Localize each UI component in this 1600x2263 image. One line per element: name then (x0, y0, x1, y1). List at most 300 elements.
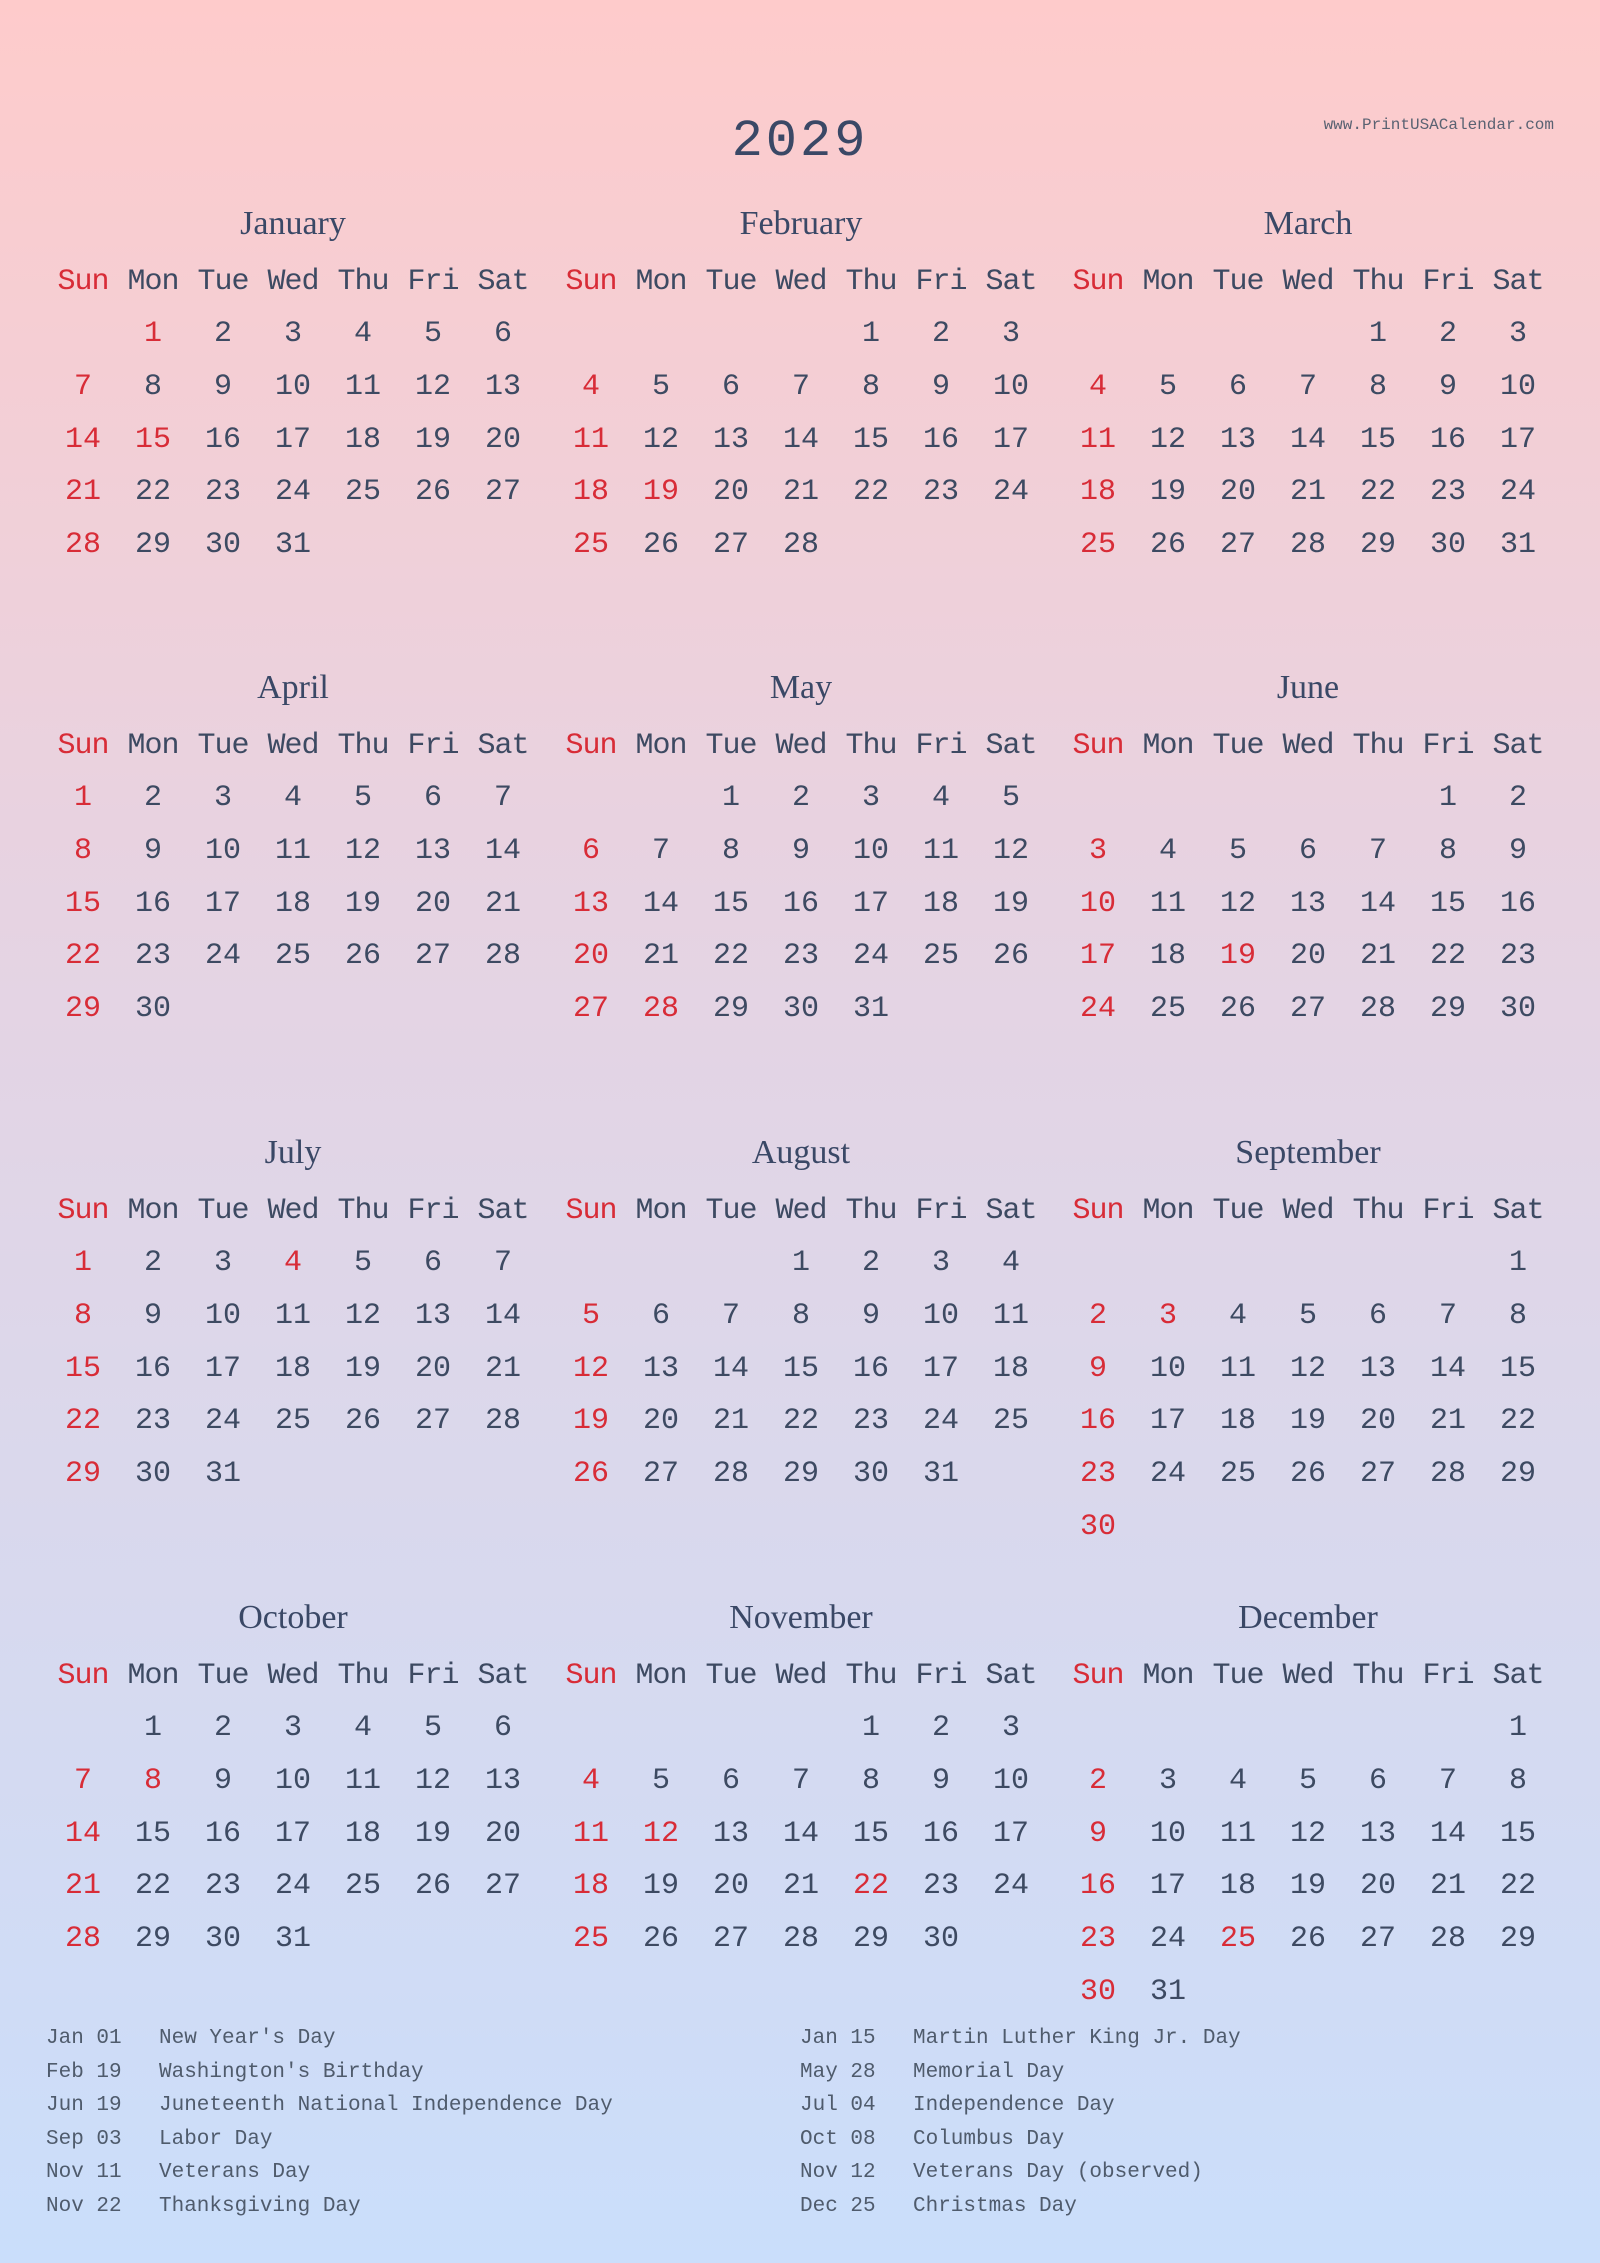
day-cell: 23 (922, 1869, 959, 1904)
day-cell: 22 (1359, 475, 1396, 510)
day-cell: 13 (1359, 1351, 1396, 1386)
weekday-header-mon: Mon (635, 265, 687, 299)
month-name: July (264, 1134, 322, 1171)
day-cell: 22 (1429, 939, 1466, 974)
holiday-date: Feb 19 (46, 2060, 122, 2084)
day-cell: 28 (1429, 1457, 1466, 1492)
day-cell: 19 (1289, 1869, 1326, 1904)
weekday-header-fri: Fri (915, 729, 967, 763)
weekday-header-sat: Sat (477, 1194, 529, 1228)
day-cell: 14 (484, 833, 521, 868)
day-cell: 29 (1359, 528, 1396, 563)
day-cell: 6 (721, 369, 740, 404)
weekday-header-tue: Tue (705, 1194, 757, 1228)
empty-cell (1273, 772, 1343, 825)
day-cell: 13 (1219, 422, 1256, 457)
holiday-entry (46, 2056, 613, 2090)
empty-cell (696, 1237, 766, 1290)
day-cell: 6 (423, 1246, 442, 1280)
weekday-header-wed: Wed (267, 1194, 319, 1228)
day-cell: 18 (572, 475, 609, 510)
day-cell: 29 (1499, 1457, 1536, 1492)
day-cell: 20 (1289, 939, 1326, 974)
day-cell: 5 (1298, 1763, 1317, 1798)
day-cell: 23 (1079, 1922, 1116, 1957)
day-cell: 5 (1001, 781, 1020, 815)
day-cell: 18 (1219, 1869, 1256, 1904)
day-cell: 16 (204, 1816, 241, 1851)
weekday-header-sat: Sat (985, 1659, 1037, 1693)
day-grid (48, 720, 538, 1036)
day-cell: 21 (642, 939, 679, 974)
day-cell: 30 (782, 992, 819, 1027)
day-cell: 20 (484, 422, 521, 457)
day-cell: 6 (581, 833, 600, 868)
day-cell: 2 (1438, 317, 1457, 351)
day-cell: 24 (992, 475, 1029, 510)
weekday-header-sun: Sun (57, 265, 109, 299)
day-cell: 26 (1289, 1457, 1326, 1492)
weekday-header-sun: Sun (57, 1194, 109, 1228)
day-cell: 27 (414, 939, 451, 974)
day-cell: 14 (64, 422, 101, 457)
holiday-name: Veterans Day (observed) (913, 2161, 1203, 2184)
empty-cell (1063, 1702, 1133, 1755)
weekday-header-fri: Fri (407, 265, 459, 299)
day-cell: 11 (1149, 886, 1186, 921)
day-cell: 7 (721, 1298, 740, 1333)
empty-cell (1203, 308, 1273, 361)
day-cell: 7 (1438, 1298, 1457, 1333)
day-cell: 17 (204, 1351, 241, 1386)
day-cell: 20 (1359, 1869, 1396, 1904)
day-cell: 19 (642, 1869, 679, 1904)
day-cell: 11 (572, 422, 609, 457)
empty-cell (696, 308, 766, 361)
month-name: October (238, 1599, 348, 1636)
day-cell: 6 (493, 317, 512, 351)
day-cell: 18 (922, 886, 959, 921)
day-cell: 6 (651, 1298, 670, 1333)
day-cell: 30 (1499, 992, 1536, 1027)
day-cell: 28 (1429, 1922, 1466, 1957)
day-cell: 7 (651, 833, 670, 868)
day-cell: 11 (1079, 422, 1116, 457)
day-cell: 23 (782, 939, 819, 974)
weekday-header-sun: Sun (1072, 1194, 1124, 1228)
day-cell: 28 (64, 528, 101, 563)
holiday-date: Nov 11 (46, 2161, 122, 2184)
day-cell: 4 (1001, 1246, 1020, 1280)
empty-cell (556, 1702, 626, 1755)
empty-cell (556, 1237, 626, 1290)
day-cell: 1 (1508, 1711, 1527, 1745)
day-cell: 24 (274, 475, 311, 510)
day-cell: 15 (1359, 422, 1396, 457)
day-cell: 1 (791, 1246, 810, 1280)
day-cell: 23 (852, 1404, 889, 1439)
day-cell: 20 (712, 1869, 749, 1904)
day-cell: 22 (64, 1404, 101, 1439)
day-cell: 31 (204, 1457, 241, 1492)
day-cell: 3 (213, 781, 232, 815)
weekday-header-fri: Fri (1422, 729, 1474, 763)
day-cell: 2 (791, 781, 810, 815)
day-cell: 24 (992, 1869, 1029, 1904)
empty-cell (1063, 308, 1133, 361)
day-cell: 10 (1079, 886, 1116, 921)
day-cell: 29 (1429, 992, 1466, 1027)
day-cell: 28 (1359, 992, 1396, 1027)
weekday-header-wed: Wed (775, 729, 827, 763)
day-cell: 17 (204, 886, 241, 921)
year-title: 2029 (731, 112, 869, 171)
day-cell: 7 (791, 1763, 810, 1798)
day-cell: 27 (1219, 528, 1256, 563)
day-cell: 3 (1508, 317, 1527, 351)
empty-cell (1133, 308, 1203, 361)
day-cell: 24 (1149, 1922, 1186, 1957)
day-cell: 7 (1368, 833, 1387, 868)
day-cell: 18 (1149, 939, 1186, 974)
day-cell: 14 (642, 886, 679, 921)
day-cell: 11 (572, 1816, 609, 1851)
day-cell: 28 (782, 528, 819, 563)
holiday-day-cell: 19 (642, 475, 679, 510)
day-cell: 21 (782, 1869, 819, 1904)
day-cell: 27 (484, 1869, 521, 1904)
day-cell: 2 (143, 1246, 162, 1280)
month-name: November (729, 1599, 873, 1636)
day-cell: 9 (861, 1298, 880, 1333)
day-cell: 13 (1289, 886, 1326, 921)
day-cell: 21 (484, 886, 521, 921)
weekday-header-mon: Mon (635, 729, 687, 763)
day-cell: 1 (1438, 781, 1457, 815)
day-cell: 2 (143, 781, 162, 815)
day-cell: 17 (1079, 939, 1116, 974)
day-cell: 9 (791, 833, 810, 868)
day-cell: 9 (931, 1763, 950, 1798)
day-cell: 15 (852, 422, 889, 457)
day-cell: 15 (1429, 886, 1466, 921)
weekday-header-thu: Thu (845, 265, 897, 299)
empty-cell (1413, 1237, 1483, 1290)
holiday-name: Memorial Day (913, 2060, 1065, 2084)
day-cell: 11 (1219, 1351, 1256, 1386)
day-cell: 18 (572, 1869, 609, 1904)
empty-cell (1203, 1237, 1273, 1290)
holiday-day-cell: 1 (143, 317, 162, 351)
day-cell: 10 (992, 1763, 1029, 1798)
holiday-name: Martin Luther King Jr. Day (913, 2027, 1241, 2050)
day-cell: 26 (344, 1404, 381, 1439)
day-cell: 22 (712, 939, 749, 974)
weekday-header-wed: Wed (775, 265, 827, 299)
day-cell: 26 (414, 475, 451, 510)
day-cell: 12 (344, 1298, 381, 1333)
day-grid (556, 256, 1046, 572)
day-cell: 27 (1359, 1457, 1396, 1492)
day-cell: 4 (353, 317, 372, 351)
day-grid (48, 256, 538, 572)
day-cell: 25 (922, 939, 959, 974)
holiday-day-cell: 8 (143, 1763, 162, 1798)
day-cell: 26 (642, 1922, 679, 1957)
day-cell: 21 (712, 1404, 749, 1439)
day-cell: 12 (992, 833, 1029, 868)
day-cell: 19 (1289, 1404, 1326, 1439)
day-cell: 26 (414, 1869, 451, 1904)
day-cell: 16 (1079, 1869, 1116, 1904)
holiday-date: Jul 04 (800, 2094, 876, 2117)
holiday-date: Nov 12 (800, 2161, 876, 2184)
holiday-name: Independence Day (913, 2094, 1115, 2117)
day-cell: 13 (1359, 1816, 1396, 1851)
weekday-header-sat: Sat (477, 1659, 529, 1693)
day-cell: 11 (274, 833, 311, 868)
day-cell: 14 (782, 1816, 819, 1851)
day-cell: 31 (274, 528, 311, 563)
day-cell: 12 (1289, 1816, 1326, 1851)
weekday-header-sun: Sun (1072, 729, 1124, 763)
day-cell: 4 (1158, 833, 1177, 868)
day-cell: 10 (1149, 1816, 1186, 1851)
month-name: August (751, 1134, 851, 1171)
holiday-day-cell: 25 (1219, 1922, 1256, 1957)
day-cell: 5 (651, 369, 670, 404)
weekday-header-wed: Wed (1282, 1659, 1334, 1693)
empty-cell (696, 1702, 766, 1755)
day-cell: 11 (992, 1298, 1029, 1333)
month-april (48, 662, 538, 1036)
month-june (1063, 662, 1553, 1036)
day-cell: 19 (1149, 475, 1186, 510)
holiday-date: May 28 (800, 2060, 876, 2084)
day-cell: 10 (1149, 1351, 1186, 1386)
day-cell: 9 (213, 1763, 232, 1798)
holiday-list-right (800, 2022, 1241, 2223)
holiday-entry (46, 2123, 613, 2157)
day-cell: 15 (782, 1351, 819, 1386)
day-cell: 24 (1499, 475, 1536, 510)
day-cell: 1 (861, 317, 880, 351)
weekday-header-tue: Tue (705, 729, 757, 763)
day-cell: 6 (423, 781, 442, 815)
day-grid (556, 720, 1046, 1036)
day-cell: 21 (64, 1869, 101, 1904)
day-cell: 14 (484, 1298, 521, 1333)
weekday-header-fri: Fri (1422, 1659, 1474, 1693)
day-cell: 6 (1368, 1298, 1387, 1333)
month-name: May (769, 669, 833, 706)
day-cell: 24 (1079, 992, 1116, 1027)
day-cell: 25 (572, 528, 609, 563)
day-grid (1063, 256, 1553, 572)
day-cell: 13 (712, 1816, 749, 1851)
weekday-header-mon: Mon (635, 1194, 687, 1228)
weekday-header-wed: Wed (267, 265, 319, 299)
day-cell: 23 (922, 475, 959, 510)
weekday-header-thu: Thu (845, 1659, 897, 1693)
month-name: April (257, 669, 329, 706)
day-cell: 17 (992, 1816, 1029, 1851)
day-cell: 29 (852, 1922, 889, 1957)
weekday-header-fri: Fri (915, 1194, 967, 1228)
day-cell: 12 (1219, 886, 1256, 921)
day-cell: 31 (1499, 528, 1536, 563)
weekday-header-fri: Fri (1422, 1194, 1474, 1228)
day-cell: 21 (782, 475, 819, 510)
empty-cell (1413, 1702, 1483, 1755)
day-cell: 13 (484, 1763, 521, 1798)
website-label: www.PrintUSACalendar.com (1323, 116, 1554, 134)
weekday-header-fri: Fri (915, 265, 967, 299)
day-cell: 5 (651, 1763, 670, 1798)
day-cell: 27 (642, 1457, 679, 1492)
day-cell: 3 (283, 317, 302, 351)
day-cell: 24 (204, 1404, 241, 1439)
day-cell: 18 (1219, 1404, 1256, 1439)
empty-cell (1133, 1702, 1203, 1755)
day-cell: 6 (493, 1711, 512, 1745)
weekday-header-tue: Tue (1212, 729, 1264, 763)
day-cell: 23 (204, 475, 241, 510)
day-cell: 6 (1368, 1763, 1387, 1798)
empty-cell (626, 1702, 696, 1755)
day-cell: 9 (1088, 1816, 1107, 1851)
month-march (1063, 198, 1553, 572)
day-cell: 8 (721, 833, 740, 868)
holiday-entry (46, 2089, 613, 2123)
holiday-entry (800, 2056, 1241, 2090)
day-cell: 2 (861, 1246, 880, 1280)
day-cell: 8 (1368, 369, 1387, 404)
weekday-header-mon: Mon (127, 265, 179, 299)
weekday-header-sat: Sat (477, 729, 529, 763)
holiday-day-cell: 19 (1219, 939, 1256, 974)
day-cell: 13 (414, 1298, 451, 1333)
weekday-header-fri: Fri (407, 1659, 459, 1693)
day-cell: 26 (1289, 1922, 1326, 1957)
holiday-name: New Year's Day (159, 2027, 336, 2050)
day-cell: 9 (1508, 833, 1527, 868)
day-grid (556, 1185, 1046, 1501)
day-cell: 3 (1088, 833, 1107, 868)
weekday-header-wed: Wed (267, 1659, 319, 1693)
day-cell: 6 (721, 1763, 740, 1798)
holiday-day-cell: 28 (642, 992, 679, 1027)
empty-cell (1203, 772, 1273, 825)
holiday-name: Thanksgiving Day (159, 2194, 361, 2218)
day-cell: 4 (1088, 369, 1107, 404)
day-cell: 5 (423, 1711, 442, 1745)
day-cell: 3 (1001, 317, 1020, 351)
day-cell: 16 (1429, 422, 1466, 457)
day-cell: 19 (414, 1816, 451, 1851)
day-cell: 23 (1499, 939, 1536, 974)
day-cell: 13 (484, 369, 521, 404)
holiday-day-cell: 15 (134, 422, 171, 457)
day-cell: 6 (1298, 833, 1317, 868)
day-cell: 24 (1149, 1457, 1186, 1492)
holiday-entry (800, 2190, 1241, 2224)
holiday-name: Columbus Day (913, 2127, 1065, 2151)
day-cell: 25 (572, 1922, 609, 1957)
day-cell: 25 (344, 1869, 381, 1904)
weekday-header-tue: Tue (1212, 1194, 1264, 1228)
day-cell: 7 (1298, 369, 1317, 404)
day-cell: 23 (1079, 1457, 1116, 1492)
day-cell: 30 (134, 992, 171, 1027)
day-cell: 15 (64, 1351, 101, 1386)
day-grid (48, 1185, 538, 1501)
day-cell: 10 (992, 369, 1029, 404)
day-cell: 22 (852, 475, 889, 510)
day-cell: 17 (274, 1816, 311, 1851)
day-cell: 8 (73, 1298, 92, 1333)
day-cell: 27 (572, 992, 609, 1027)
day-cell: 1 (721, 781, 740, 815)
day-cell: 15 (1499, 1351, 1536, 1386)
weekday-header-fri: Fri (407, 729, 459, 763)
month-may (556, 662, 1046, 1036)
weekday-header-mon: Mon (127, 1194, 179, 1228)
day-cell: 3 (213, 1246, 232, 1280)
day-cell: 30 (1429, 528, 1466, 563)
weekday-header-mon: Mon (127, 729, 179, 763)
month-october (48, 1592, 538, 1966)
holiday-date: Jan 01 (46, 2027, 122, 2050)
weekday-header-thu: Thu (1352, 729, 1404, 763)
empty-cell (1343, 772, 1413, 825)
day-cell: 12 (642, 422, 679, 457)
day-cell: 16 (134, 886, 171, 921)
day-cell: 11 (344, 1763, 381, 1798)
day-cell: 1 (1508, 1246, 1527, 1280)
day-cell: 31 (1149, 1974, 1186, 2009)
day-cell: 4 (1228, 1763, 1247, 1798)
day-cell: 30 (1079, 1509, 1116, 1544)
weekday-header-thu: Thu (845, 1194, 897, 1228)
day-cell: 2 (931, 1711, 950, 1745)
day-cell: 20 (712, 475, 749, 510)
day-cell: 15 (1499, 1816, 1536, 1851)
weekday-header-thu: Thu (1352, 265, 1404, 299)
day-cell: 8 (1438, 833, 1457, 868)
empty-cell (766, 308, 836, 361)
weekday-header-sat: Sat (985, 729, 1037, 763)
day-cell: 16 (204, 422, 241, 457)
day-cell: 16 (922, 1816, 959, 1851)
holiday-name: Veterans Day (159, 2161, 311, 2184)
day-cell: 16 (782, 886, 819, 921)
day-cell: 29 (1499, 1922, 1536, 1957)
holiday-entry (800, 2123, 1241, 2157)
weekday-header-sat: Sat (1492, 729, 1544, 763)
weekday-header-fri: Fri (1422, 265, 1474, 299)
day-cell: 27 (712, 1922, 749, 1957)
weekday-header-wed: Wed (775, 1194, 827, 1228)
holiday-name: Labor Day (159, 2127, 273, 2151)
day-cell: 26 (642, 528, 679, 563)
empty-cell (1203, 1702, 1273, 1755)
day-cell: 9 (213, 369, 232, 404)
day-cell: 10 (922, 1298, 959, 1333)
day-cell: 29 (134, 528, 171, 563)
empty-cell (1063, 1237, 1133, 1290)
holiday-date: Dec 25 (800, 2194, 876, 2218)
